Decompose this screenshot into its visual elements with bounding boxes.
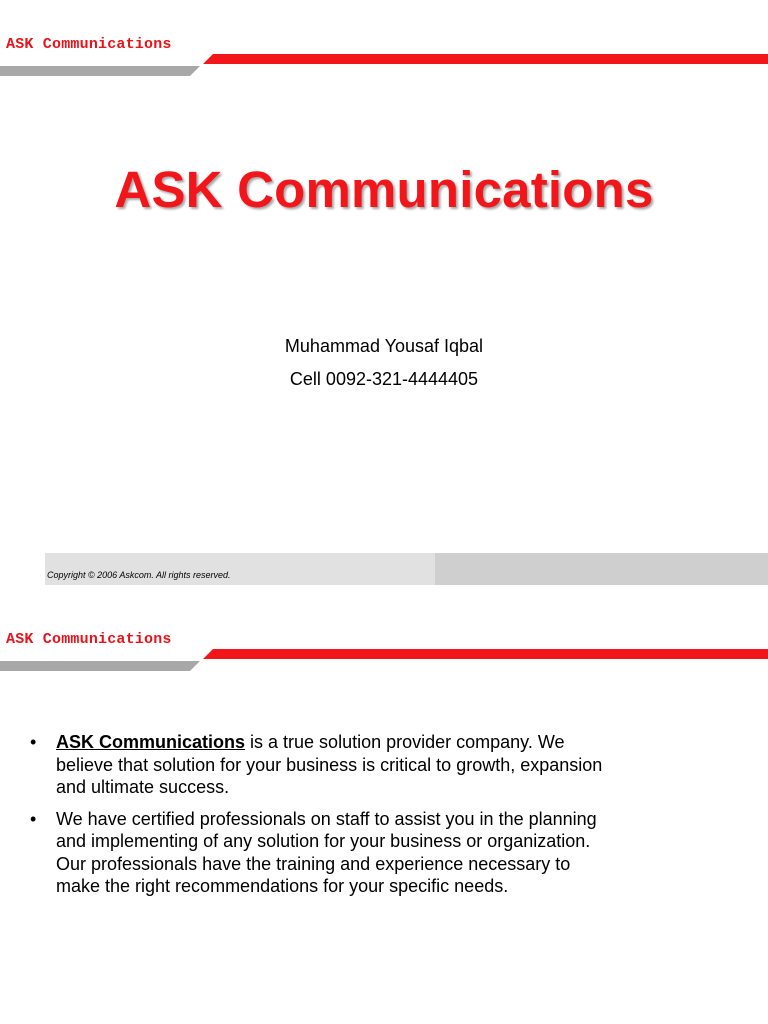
bullet-item bbox=[30, 808, 730, 898]
bullet-item bbox=[30, 731, 730, 799]
header-stripe bbox=[0, 645, 768, 675]
bullet-line: Our professionals have the training and experience necessary to bbox=[56, 853, 571, 874]
header-gray-bar bbox=[0, 661, 200, 671]
copyright-text: Copyright © 2006 Askcom. All rights reserved. bbox=[47, 570, 231, 580]
header-gray-bar bbox=[0, 66, 200, 76]
slide-title: ASK Communications bbox=[114, 161, 654, 218]
about-slide bbox=[0, 595, 768, 1024]
bullet-line: make the right recommendations for your specific needs. bbox=[56, 876, 509, 896]
bullet-line bbox=[56, 731, 730, 754]
bullet-list bbox=[30, 731, 730, 907]
header-red-bar bbox=[203, 54, 768, 64]
bullet-line: and implementing of any solution for your business or organization. bbox=[56, 831, 591, 851]
bullet-marker: • bbox=[30, 732, 37, 752]
footer-bar bbox=[45, 553, 768, 585]
header-stripe bbox=[0, 50, 768, 80]
brand-header: ASK Communications bbox=[6, 631, 172, 648]
footer-left-panel bbox=[45, 553, 435, 585]
contact-phone: Cell 0092-321-4444405 bbox=[289, 369, 479, 389]
footer-right-panel bbox=[435, 553, 768, 585]
contact-name: Muhammad Yousaf Iqbal bbox=[284, 336, 484, 356]
bullet-text: is a true solution provider company. We bbox=[245, 732, 565, 752]
brand-header: ASK Communications bbox=[6, 36, 172, 53]
bullet-line: believe that solution for your business is critical to growth, expansion bbox=[56, 754, 603, 775]
company-name-link: ASK Communications bbox=[56, 732, 246, 752]
header-red-bar bbox=[203, 649, 768, 659]
bullet-marker: • bbox=[30, 808, 37, 829]
bullet-line: and ultimate success. bbox=[56, 777, 230, 797]
bullet-line: We have certified professionals on staff to assist you in the planning bbox=[56, 808, 597, 829]
